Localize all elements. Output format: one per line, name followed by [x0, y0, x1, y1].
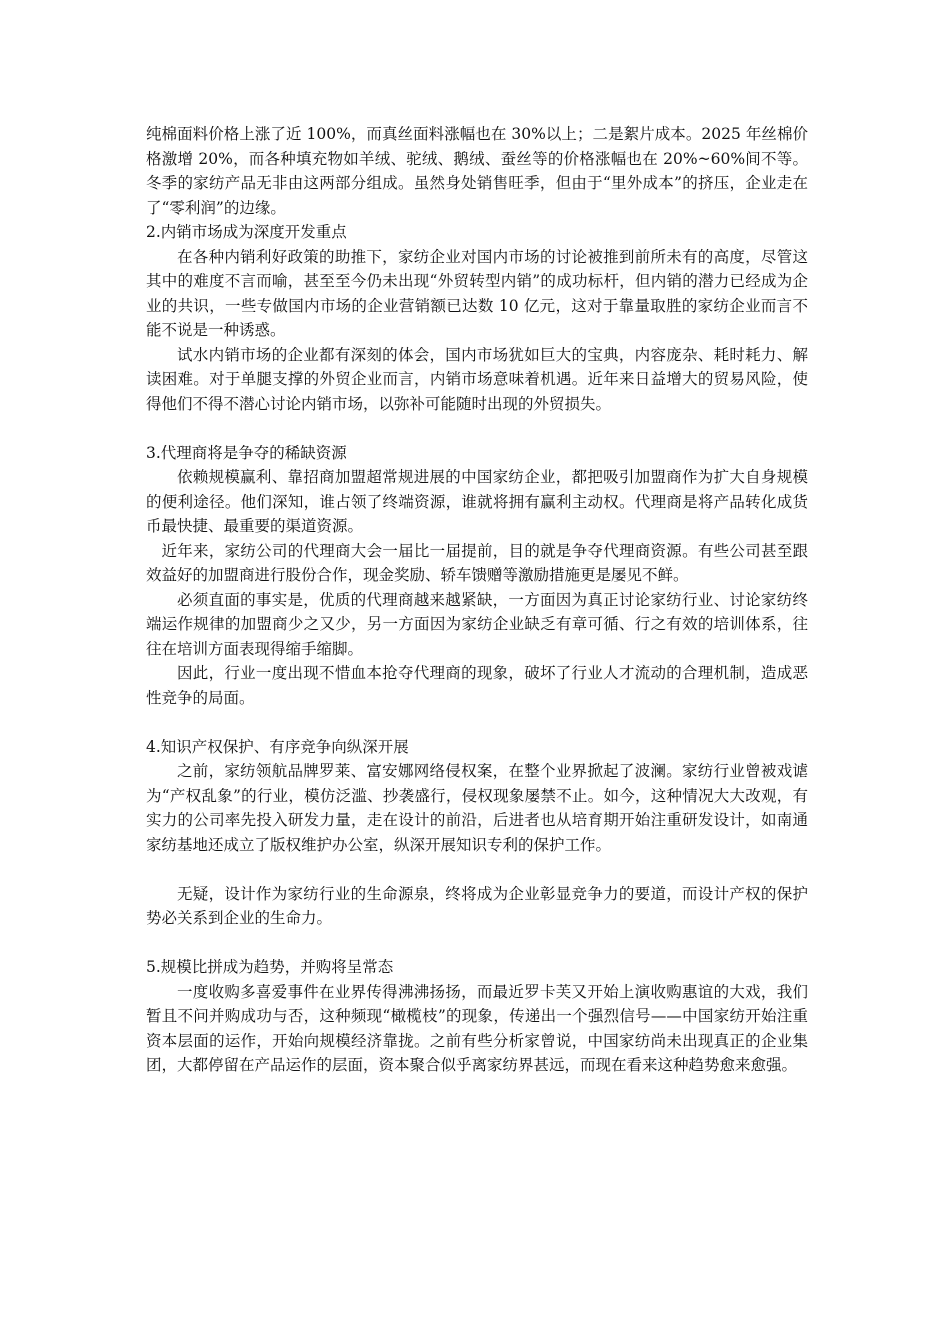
- paragraph-spacer: [146, 857, 808, 882]
- section-spacer: [146, 416, 808, 441]
- section3-heading: 3.代理商将是争夺的稀缺资源: [146, 443, 347, 462]
- section5-heading: 5.规模比拼成为趋势，并购将呈常态: [146, 958, 394, 976]
- section-spacer: [146, 710, 808, 735]
- section3-paragraph-3: 必须直面的事实是，优质的代理商越来越紧缺，一方面因为真正讨论家纺行业、讨论家纺终端运作规律的加盟商少之又少，另一方面因为家纺企业缺乏有章可循、行之有效的培训体系，往往在培训方面表现得缩手缩脚。: [146, 590, 808, 658]
- section3-paragraph-1: 依赖规模赢利、靠招商加盟超常规进展的中国家纺企业，都把吸引加盟商作为扩大自身规模的便利途径。他们深知，谁占领了终端资源，谁就将拥有赢利主动权。代理商是将产品转化成货币最快捷、最重要的渠道资源。: [146, 468, 808, 535]
- section4-paragraph-1: 之前，家纺领航品牌罗莱、富安娜网络侵权案，在整个业界掀起了波澜。家纺行业曾被戏谑为“产权乱象”的行业，模仿泛滥、抄袭盛行，侵权现象屡禁不止。如今，这种情况大大改观，有实力的公司率先投入研发力量，走在设计的前沿，后进者也从培育期开始注重研发设计，如南通家纺基地还成立了版权维护办公室，纵深开展知识专利的保护工作。: [146, 762, 808, 854]
- document-page: [146, 122, 808, 1078]
- section2-heading: 2.内销市场成为深度开发重点: [146, 223, 347, 241]
- section4-paragraph-2: 无疑，设计作为家纺行业的生命源泉，终将成为企业彰显竞争力的要道，而设计产权的保护势必关系到企业的生命力。: [146, 884, 808, 927]
- section2-paragraph-2: 试水内销市场的企业都有深刻的体会，国内市场犹如巨大的宝典，内容庞杂、耗时耗力、解读困难。对于单腿支撑的外贸企业而言，内销市场意味着机遇。近年来日益增大的贸易风险，使得他们不得不潜心讨论内销市场，以弥补可能随时出现的外贸损失。: [146, 345, 808, 413]
- section-spacer: [146, 931, 808, 956]
- section3-paragraph-2: 近年来，家纺公司的代理商大会一届比一届提前，目的就是争夺代理商资源。有些公司甚至跟效益好的加盟商进行股份合作，现金奖励、轿车馈赠等激励措施更是屡见不鲜。: [146, 541, 808, 584]
- section5-paragraph-1: 一度收购多喜爱事件在业界传得沸沸扬扬，而最近罗卡芙又开始上演收购惠谊的大戏，我们暂且不问并购成功与否，这种频现“橄榄枝”的现象，传递出一个强烈信号——中国家纺开始注重资本层面的运作，开始向规模经济靠拢。之前有些分析家曾说，中国家纺尚未出现真正的企业集团，大都停留在产品运作的层面，资本聚合似乎离家纺界甚远，而现在看来这种趋势愈来愈强。: [146, 982, 808, 1074]
- section3-paragraph-4: 因此，行业一度出现不惜血本抢夺代理商的现象，破坏了行业人才流动的合理机制，造成恶性竞争的局面。: [146, 664, 808, 707]
- section2-paragraph-1: 在各种内销利好政策的助推下，家纺企业对国内市场的讨论被推到前所未有的高度，尽管这其中的难度不言而喻，甚至至今仍未出现“外贸转型内销”的成功标杆，但内销的潜力已经成为企业的共识，一些专做国内市场的企业营销额已达数 10 亿元，这对于靠量取胜的家纺企业而言不能不说是一种诱惑。: [146, 247, 808, 339]
- section4-heading: 4.知识产权保护、有序竞争向纵深开展: [146, 737, 409, 756]
- section1-continued-paragraph: 纯棉面料价格上涨了近 100%，而真丝面料涨幅也在 30%以上；二是絮片成本。2025 年丝棉价格激增 20%，而各种填充物如羊绒、驼绒、鹅绒、蚕丝等的价格涨幅也在 20%~60%间不等。冬季的家纺产品无非由这两部分组成。虽然身处销售旺季，但由于“里外成本”的挤压，企业走在了“零利润”的边缘。: [146, 125, 808, 217]
